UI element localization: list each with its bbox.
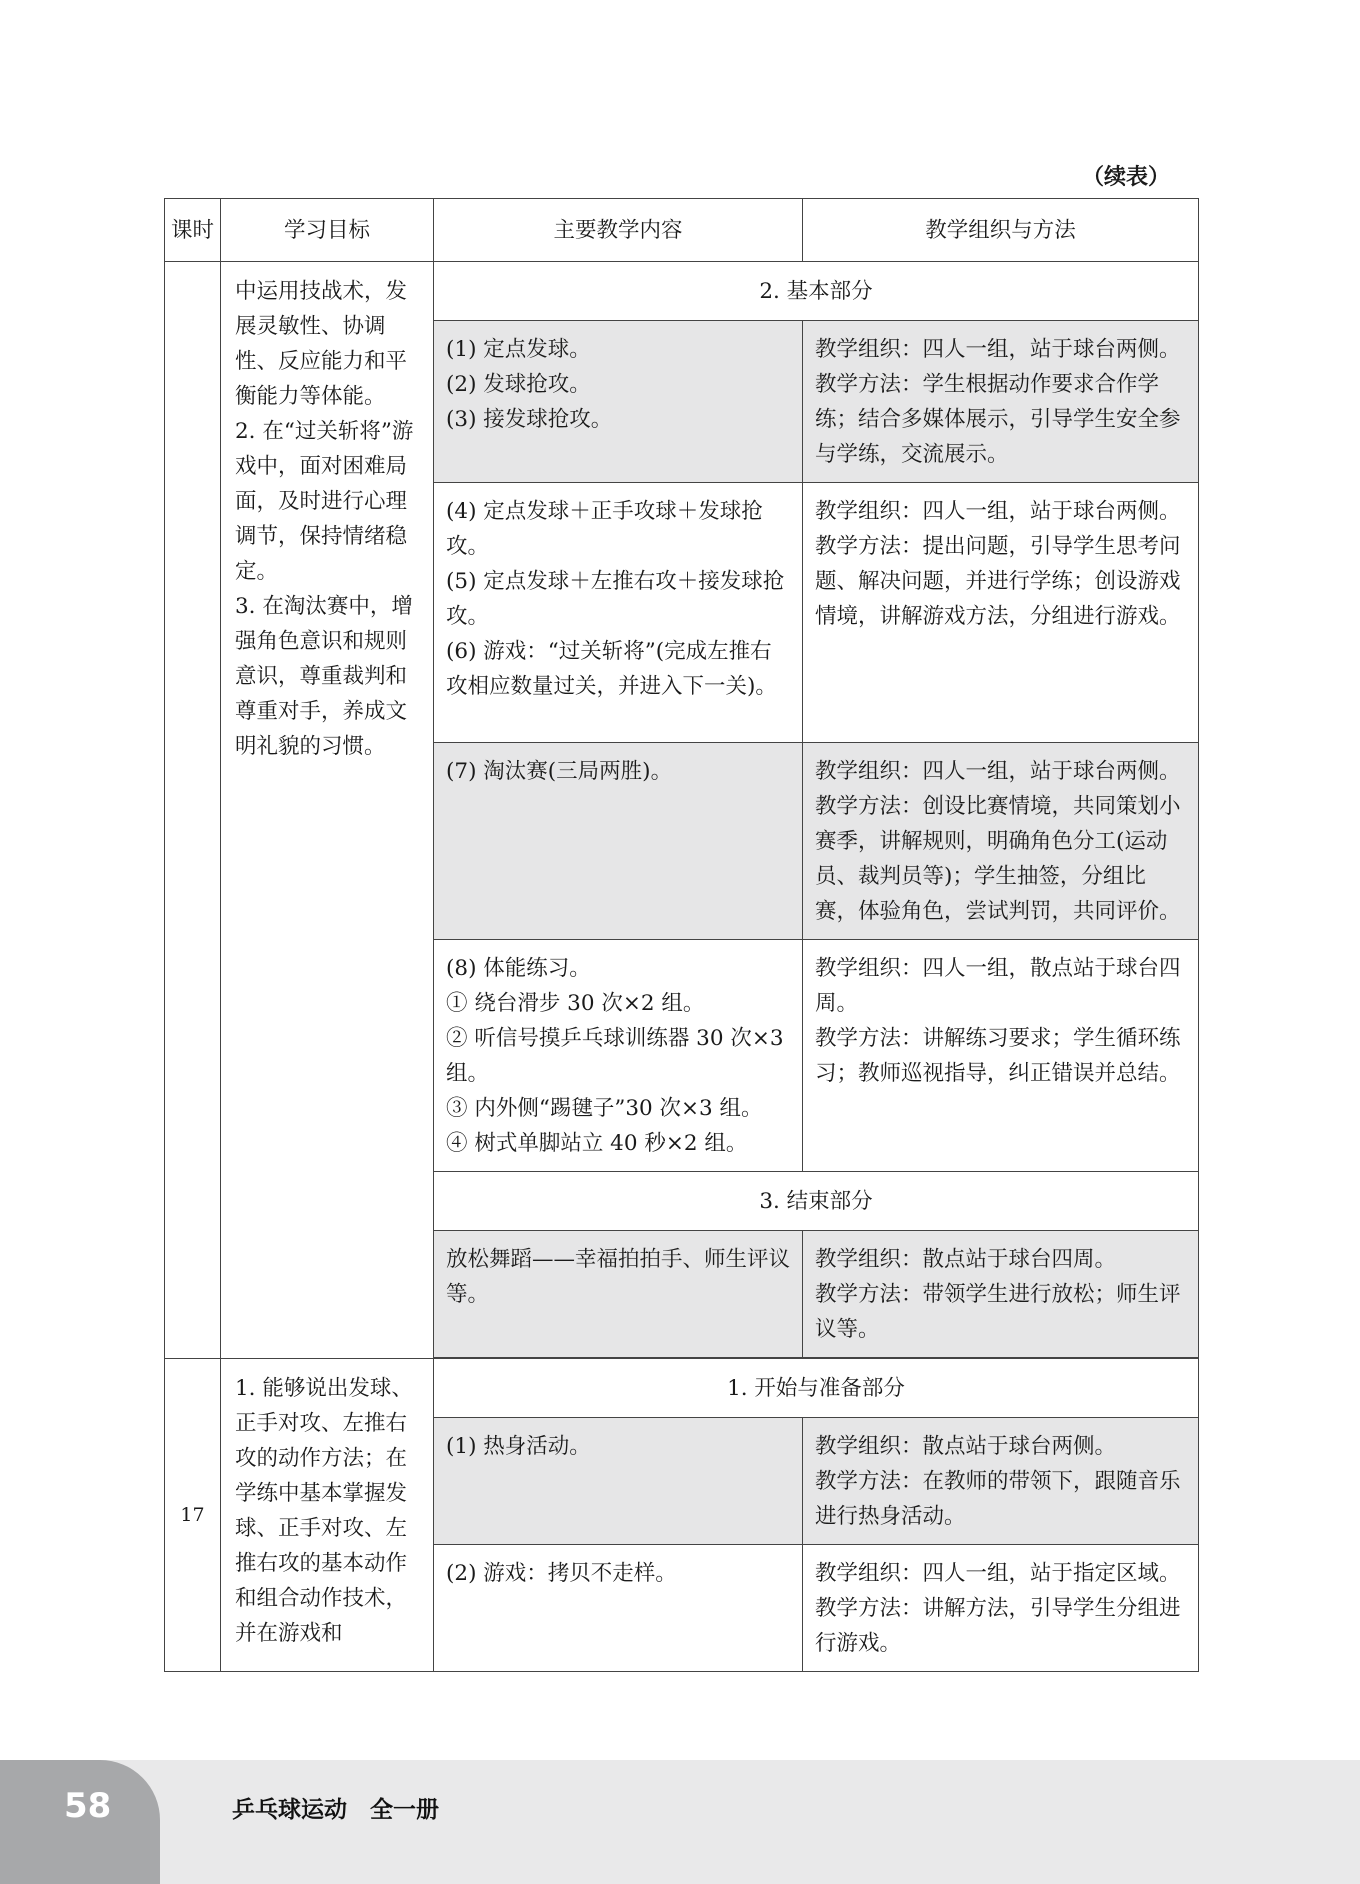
section-heading: 1. 开始与准备部分 bbox=[434, 1359, 1199, 1418]
period-cell bbox=[165, 262, 221, 1359]
method-line: 教学方法：提出问题，引导学生思考问题、解决问题，并进行学练；创设游戏情境，讲解游戏方法，分组进行游戏。 bbox=[815, 534, 1181, 629]
method-cell bbox=[803, 1418, 1199, 1545]
method-line: 教学方法：创设比赛情境，共同策划小赛季，讲解规则，明确角色分工(运动员、裁判员等)；学生抽签，分组比赛，体验角色，尝试判罚，共同评价。 bbox=[815, 794, 1181, 924]
content-line: (1) 热身活动。 bbox=[446, 1434, 591, 1459]
header-content: 主要教学内容 bbox=[434, 199, 803, 262]
lesson-plan-table bbox=[164, 198, 1199, 1672]
header-method: 教学组织与方法 bbox=[803, 199, 1199, 262]
method-cell bbox=[803, 743, 1199, 940]
content-line: ① 绕台滑步 30 次×2 组。 bbox=[446, 991, 705, 1016]
content-line: (2) 发球抢攻。 bbox=[446, 372, 591, 397]
table-header-row bbox=[165, 199, 1199, 262]
method-line: 教学方法：讲解练习要求；学生循环练习；教师巡视指导，纠正错误并总结。 bbox=[815, 1026, 1181, 1086]
method-line: 教学方法：学生根据动作要求合作学练；结合多媒体展示，引导学生安全参与学练，交流展示。 bbox=[815, 372, 1181, 467]
method-line: 教学组织：四人一组，散点站于球台四周。 bbox=[815, 956, 1181, 1016]
method-line: 教学方法：带领学生进行放松；师生评议等。 bbox=[815, 1282, 1181, 1342]
method-line: 教学组织：四人一组，站于球台两侧。 bbox=[815, 337, 1181, 362]
content-cell bbox=[434, 1231, 803, 1358]
method-line: 教学组织：散点站于球台两侧。 bbox=[815, 1434, 1117, 1459]
method-line: 教学组织：四人一组，站于球台两侧。 bbox=[815, 499, 1181, 524]
header-goals: 学习目标 bbox=[221, 199, 434, 262]
content-line: (4) 定点发球＋正手攻球＋发球抢攻。 bbox=[446, 499, 763, 559]
method-line: 教学方法：在教师的带领下，跟随音乐进行热身活动。 bbox=[815, 1469, 1181, 1529]
content-line: ④ 树式单脚站立 40 秒×2 组。 bbox=[446, 1131, 748, 1156]
section-row bbox=[165, 262, 1199, 321]
learning-goals: 1. 能够说出发球、正手对攻、左推右攻的动作方法；在学练中基本掌握发球、正手对攻、左推右攻的基本动作和组合动作技术，并在游戏和 bbox=[221, 1359, 434, 1672]
content-line: (7) 淘汰赛(三局两胜)。 bbox=[446, 759, 673, 784]
page-number: 58 bbox=[64, 1786, 112, 1826]
content-line: (8) 体能练习。 bbox=[446, 956, 591, 981]
content-line: (3) 接发球抢攻。 bbox=[446, 407, 613, 432]
content-line: ③ 内外侧“踢毽子”30 次×3 组。 bbox=[446, 1096, 763, 1121]
continued-label: （续表） bbox=[1081, 165, 1170, 190]
content-cell bbox=[434, 483, 803, 743]
header-period: 课时 bbox=[165, 199, 221, 262]
content-line: (6) 游戏：“过关斩将”(完成左推右攻相应数量过关，并进入下一关)。 bbox=[446, 639, 777, 699]
content-line: ② 听信号摸乒乓球训练器 30 次×3 组。 bbox=[446, 1026, 784, 1086]
period-cell: 17 bbox=[165, 1359, 221, 1672]
method-cell bbox=[803, 1545, 1199, 1672]
content-line: (2) 游戏：拷贝不走样。 bbox=[446, 1561, 677, 1586]
method-cell bbox=[803, 940, 1199, 1172]
content-line: 放松舞蹈——幸福拍拍手、师生评议等。 bbox=[446, 1247, 791, 1307]
method-line: 教学方法：讲解方法，引导学生分组进行游戏。 bbox=[815, 1596, 1181, 1656]
book-title: 乒乓球运动 全一册 bbox=[232, 1797, 439, 1823]
method-cell bbox=[803, 321, 1199, 483]
content-line: (5) 定点发球＋左推右攻＋接发球抢攻。 bbox=[446, 569, 785, 629]
content-line: (1) 定点发球。 bbox=[446, 337, 591, 362]
method-line: 教学组织：四人一组，站于指定区域。 bbox=[815, 1561, 1181, 1586]
content-cell bbox=[434, 1545, 803, 1672]
learning-goals: 中运用技战术，发展灵敏性、协调性、反应能力和平衡能力等体能。 2. 在“过关斩将”游戏中，面对困难局面，及时进行心理调节，保持情绪稳定。 3. 在淘汰赛中，增强角色意识和规则意识，尊重裁判和尊重对手，养成文明礼貌的习惯。 bbox=[221, 262, 434, 1359]
method-line: 教学组织：散点站于球台四周。 bbox=[815, 1247, 1117, 1272]
method-cell bbox=[803, 1231, 1199, 1358]
content-cell bbox=[434, 1418, 803, 1545]
footer-band bbox=[0, 1760, 1360, 1884]
method-cell bbox=[803, 483, 1199, 743]
section-heading: 3. 结束部分 bbox=[434, 1172, 1199, 1231]
content-cell bbox=[434, 940, 803, 1172]
section-heading: 2. 基本部分 bbox=[434, 262, 1199, 321]
section-row bbox=[165, 1359, 1199, 1418]
content-cell bbox=[434, 743, 803, 940]
content-cell bbox=[434, 321, 803, 483]
method-line: 教学组织：四人一组，站于球台两侧。 bbox=[815, 759, 1181, 784]
